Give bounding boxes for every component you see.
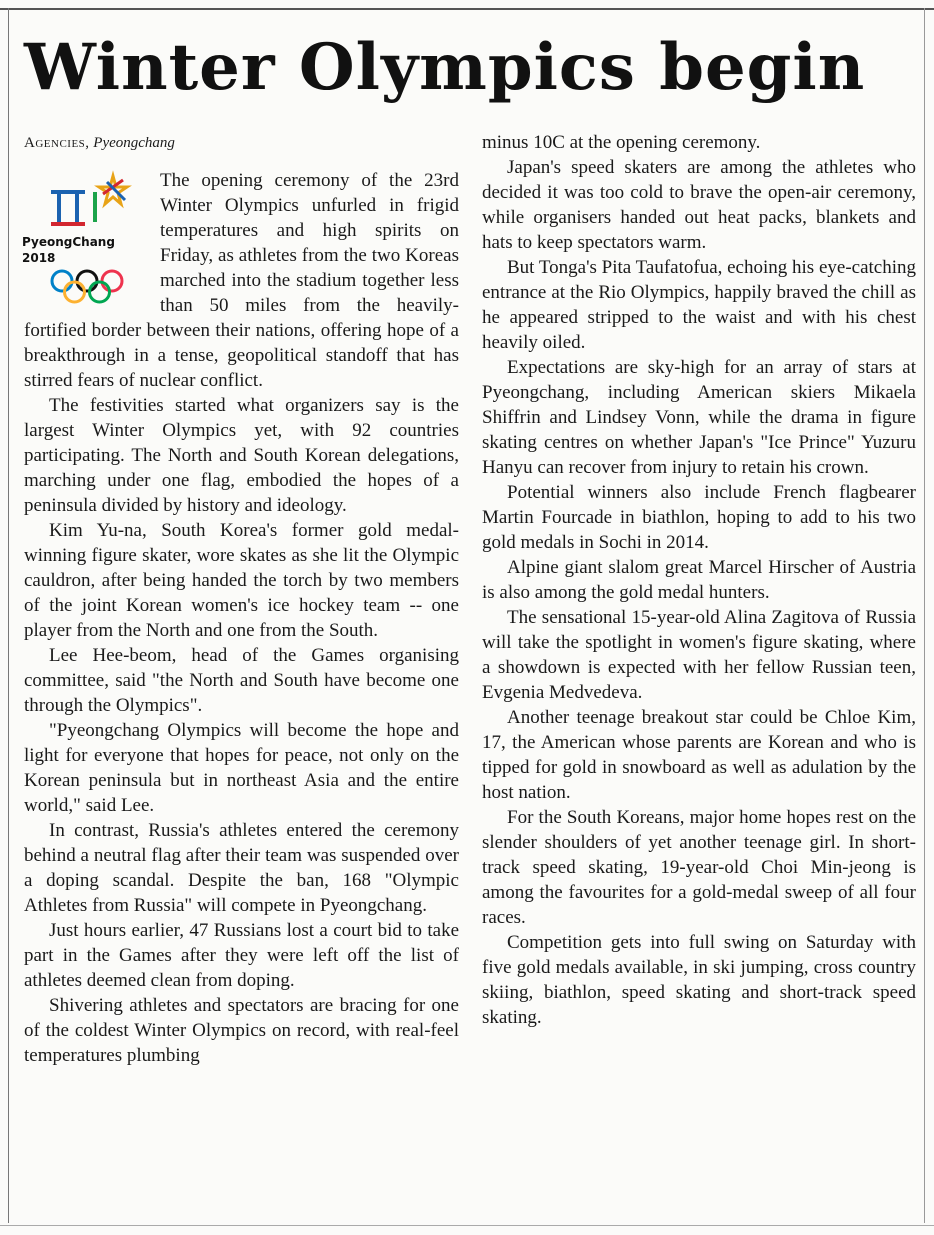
left-column bbox=[24, 130, 459, 1068]
pyeongchang-logo bbox=[22, 170, 152, 315]
headline: Winter Olympics begin bbox=[24, 30, 866, 105]
paragraph: Another teenage breakout star could be Chloe Kim, 17, the American whose parents are Korean and who is tipped for gold in snowboard as well as adulation by the host nation. bbox=[482, 707, 916, 803]
paragraph: Japan's speed skaters are among the athletes who decided it was too cold to brave the open-air ceremony, while organisers handed out heat packs, blankets and hats to keep spectators warm. bbox=[482, 157, 916, 253]
right-column bbox=[482, 130, 916, 1030]
byline-agency: Agencies, bbox=[24, 135, 90, 151]
paragraph: "Pyeongchang Olympics will become the hope and light for everyone that hopes for peace, not only on the Korean peninsula but in northeast Asia and the entire world," said Lee. bbox=[24, 720, 459, 816]
right-border bbox=[924, 8, 925, 1223]
paragraph: Alpine giant slalom great Marcel Hirscher of Austria is also among the gold medal hunters. bbox=[482, 557, 916, 603]
paragraph: In contrast, Russia's athletes entered the ceremony behind a neutral flag after their team was suspended over a doping scandal. Despite the ban, 168 "Olympic Athletes from Russia" will compete in Pyeongchang. bbox=[24, 820, 459, 916]
paragraph: The festivities started what organizers say is the largest Winter Olympics yet, with 92 countries participating. The North and South Korean delegations, marching under one flag, embodied the hopes of a peninsula divided by history and ideology. bbox=[24, 395, 459, 516]
paragraph: The sensational 15-year-old Alina Zagitova of Russia will take the spotlight in women's figure skating, where a showdown is expected with her fellow Russian teen, Evgenia Medvedeva. bbox=[482, 607, 916, 703]
paragraph: But Tonga's Pita Taufatofua, echoing his eye-catching entrance at the Rio Olympics, happily braved the chill as he appeared stripped to the waist and with his chest heavily oiled. bbox=[482, 257, 916, 353]
olympic-rings-icon bbox=[48, 269, 126, 305]
paragraph: The opening ceremony of the 23rd Winter Olympics unfurled in frigid temperatures and high spirits on Friday, as athletes from the two Koreas marched into the stadium together less than 50 miles from the heavily-fortified border between their nations, offering hope of a breakthrough in a tense, geopolitical standoff that has stirred fears of nuclear conflict. bbox=[24, 170, 459, 391]
bottom-rule bbox=[0, 1225, 934, 1226]
byline-location: Pyeongchang bbox=[93, 135, 175, 151]
paragraph: For the South Koreans, major home hopes rest on the slender shoulders of yet another teenage girl. In short-track speed skating, 19-year-old Choi Min-jeong is among the favourites for a gold-medal sweep of all four races. bbox=[482, 807, 916, 928]
top-rule bbox=[0, 8, 934, 10]
paragraph-continued: minus 10C at the opening ceremony. bbox=[482, 132, 761, 153]
pyeongchang-2018-emblem-icon bbox=[37, 170, 137, 232]
left-border bbox=[8, 8, 9, 1223]
paragraph: Potential winners also include French flagbearer Martin Fourcade in biathlon, hoping to add to his two gold medals in Sochi in 2014. bbox=[482, 482, 916, 553]
paragraph: Just hours earlier, 47 Russians lost a court bid to take part in the Games after they were left off the list of athletes deemed clean from doping. bbox=[24, 920, 459, 991]
byline bbox=[24, 130, 459, 156]
paragraph: Kim Yu-na, South Korea's former gold medal-winning figure skater, wore skates as she lit the Olympic cauldron, after being handed the torch by two members of the joint Korean women's ice hockey team -- one player from the North and one from the South. bbox=[24, 520, 459, 641]
paragraph: Shivering athletes and spectators are bracing for one of the coldest Winter Olympics on record, with real-feel temperatures plumbing bbox=[24, 995, 459, 1066]
logo-text: PyeongChang 2018 bbox=[22, 235, 115, 265]
paragraph: Lee Hee-beom, head of the Games organising committee, said "the North and South have become one through the Olympics". bbox=[24, 645, 459, 716]
paragraph: Expectations are sky-high for an array of stars at Pyeongchang, including American skiers Mikaela Shiffrin and Lindsey Vonn, while the drama in figure skating centres on whether Japan's "Ice Prince" Yuzuru Hanyu can recover from injury to retain his crown. bbox=[482, 357, 916, 478]
paragraph: Competition gets into full swing on Saturday with five gold medals available, in ski jumping, cross country skiing, biathlon, speed skating and short-track speed skating. bbox=[482, 932, 916, 1028]
